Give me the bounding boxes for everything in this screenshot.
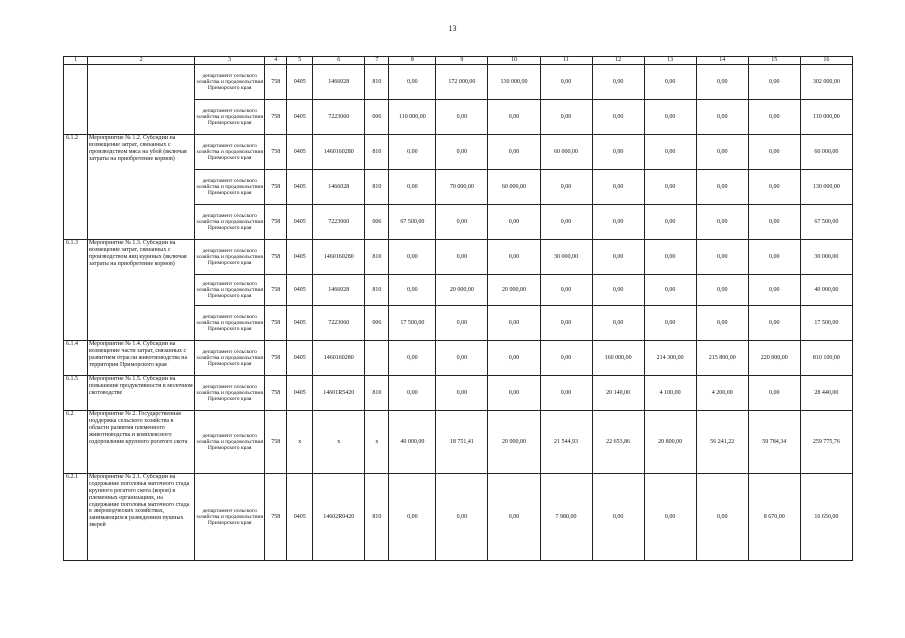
measure-description: Мероприятие № 1.5. Субсидии на повышение продуктивности в молочном скотоводстве <box>88 376 195 411</box>
value-cell: 30 000,00 <box>540 240 592 275</box>
table-row <box>64 240 853 275</box>
value-cell: 0,00 <box>389 275 436 306</box>
value-cell: 1466028 <box>313 65 365 100</box>
value-cell: 59 784,34 <box>748 411 800 474</box>
value-cell: 0,00 <box>696 170 748 205</box>
value-cell: 0,00 <box>696 474 748 561</box>
value-cell: 006 <box>365 100 389 135</box>
value-cell: 0,00 <box>592 135 644 170</box>
row-index <box>64 65 88 135</box>
value-cell: 215 800,00 <box>696 341 748 376</box>
value-cell: 28 440,00 <box>800 376 852 411</box>
value-cell: 0405 <box>287 205 313 240</box>
value-cell: 0,00 <box>644 306 696 341</box>
value-cell <box>365 341 389 376</box>
value-cell: 1466028 <box>313 170 365 205</box>
value-cell: 0,00 <box>592 240 644 275</box>
value-cell: 1466028 <box>313 275 365 306</box>
value-cell: 60 000,00 <box>540 135 592 170</box>
department-cell: департамент сельского хозяйства и продовольствия Приморского края <box>195 170 265 205</box>
value-cell: 0,00 <box>592 205 644 240</box>
value-cell: 20 000,00 <box>436 275 488 306</box>
value-cell: 1460160280 <box>313 341 365 376</box>
value-cell: 0,00 <box>436 205 488 240</box>
value-cell: 7223060 <box>313 306 365 341</box>
value-cell: 0,00 <box>696 306 748 341</box>
value-cell: 0,00 <box>488 341 540 376</box>
value-cell: 0,00 <box>644 65 696 100</box>
value-cell: 0405 <box>287 135 313 170</box>
table-row <box>64 65 853 100</box>
column-header: 8 <box>389 57 436 65</box>
value-cell: 14602R0420 <box>313 474 365 561</box>
value-cell: 810 <box>365 170 389 205</box>
value-cell: x <box>313 411 365 474</box>
row-index: 6.1.5 <box>64 376 88 411</box>
value-cell: 0,00 <box>436 376 488 411</box>
value-cell: 30 000,00 <box>800 240 852 275</box>
column-header: 9 <box>436 57 488 65</box>
department-cell: департамент сельского хозяйства и продовольствия Приморского края <box>195 474 265 561</box>
value-cell: 758 <box>265 474 287 561</box>
value-cell: 0405 <box>287 100 313 135</box>
department-cell: департамент сельского хозяйства и продовольствия Приморского края <box>195 100 265 135</box>
value-cell: 0,00 <box>488 100 540 135</box>
value-cell: 0,00 <box>436 341 488 376</box>
value-cell: 0,00 <box>389 341 436 376</box>
value-cell: 172 000,00 <box>436 65 488 100</box>
value-cell: 758 <box>265 376 287 411</box>
value-cell: 17 500,00 <box>389 306 436 341</box>
table-row <box>64 135 853 170</box>
value-cell: 18 751,41 <box>436 411 488 474</box>
value-cell: 0405 <box>287 306 313 341</box>
department-cell: департамент сельского хозяйства и продовольствия Приморского края <box>195 411 265 474</box>
value-cell: x <box>365 411 389 474</box>
value-cell: 0,00 <box>748 100 800 135</box>
measure-description: Мероприятие № 2.1. Субсидии на содержание поголовья маточного стада крупного рогатого скота (коров) в племенных организациях, на содержание поголовья маточного стада в звероводческих хозяйствах, занимающихся разведением пушных зверей <box>88 474 195 561</box>
value-cell: 0,00 <box>644 135 696 170</box>
page-number: 13 <box>448 24 457 33</box>
measure-description <box>88 65 195 135</box>
value-cell: 810 100,00 <box>800 341 852 376</box>
value-cell: 0,00 <box>748 240 800 275</box>
value-cell: 0,00 <box>389 240 436 275</box>
value-cell: 0,00 <box>644 100 696 135</box>
column-header: 1 <box>64 57 88 65</box>
value-cell: 758 <box>265 135 287 170</box>
value-cell: 20 140,00 <box>592 376 644 411</box>
value-cell: 758 <box>265 65 287 100</box>
value-cell: 67 500,00 <box>389 205 436 240</box>
department-cell: департамент сельского хозяйства и продовольствия Приморского края <box>195 275 265 306</box>
value-cell: 160 000,00 <box>592 341 644 376</box>
value-cell: 810 <box>365 135 389 170</box>
value-cell: 758 <box>265 240 287 275</box>
value-cell: 0,00 <box>540 65 592 100</box>
column-header: 13 <box>644 57 696 65</box>
column-header: 6 <box>313 57 365 65</box>
measure-description: Мероприятие № 1.3. Субсидии на возмещение затрат, связанных с производством яиц куриных (включая затраты на приобретение кормов) <box>88 240 195 341</box>
table-row <box>64 341 853 376</box>
column-header: 4 <box>265 57 287 65</box>
department-cell: департамент сельского хозяйства и продовольствия Приморского края <box>195 376 265 411</box>
value-cell: 67 500,00 <box>800 205 852 240</box>
value-cell: 0,00 <box>644 240 696 275</box>
value-cell: 0,00 <box>748 170 800 205</box>
value-cell: 60 000,00 <box>488 170 540 205</box>
value-cell: 0,00 <box>592 306 644 341</box>
value-cell: 0,00 <box>389 65 436 100</box>
value-cell: 60 000,00 <box>800 135 852 170</box>
table-row <box>64 411 853 474</box>
value-cell: 758 <box>265 205 287 240</box>
value-cell: 20 000,00 <box>488 411 540 474</box>
value-cell: 758 <box>265 100 287 135</box>
value-cell: 758 <box>265 170 287 205</box>
value-cell: 4 100,00 <box>644 376 696 411</box>
value-cell: 0,00 <box>748 65 800 100</box>
value-cell: 0,00 <box>696 135 748 170</box>
value-cell: 40 000,00 <box>389 411 436 474</box>
column-header: 5 <box>287 57 313 65</box>
value-cell: 220 000,00 <box>748 341 800 376</box>
value-cell: 0,00 <box>644 474 696 561</box>
value-cell: 70 000,00 <box>436 170 488 205</box>
value-cell: 0,00 <box>592 170 644 205</box>
budget-table <box>63 56 853 561</box>
measure-description: Мероприятие № 1.2. Субсидии на возмещение затрат, связанных с производством мяса на убой (включая затраты на приобретение кормов) <box>88 135 195 240</box>
value-cell: 4 200,00 <box>696 376 748 411</box>
value-cell: 0,00 <box>436 135 488 170</box>
row-index: 6.2.1 <box>64 474 88 561</box>
value-cell: 006 <box>365 205 389 240</box>
value-cell: 0,00 <box>488 376 540 411</box>
value-cell: 0,00 <box>696 240 748 275</box>
value-cell: 0,00 <box>696 205 748 240</box>
value-cell: 810 <box>365 376 389 411</box>
value-cell: 0,00 <box>748 205 800 240</box>
column-header: 15 <box>748 57 800 65</box>
value-cell: 17 500,00 <box>800 306 852 341</box>
value-cell: 0,00 <box>488 135 540 170</box>
column-header: 16 <box>800 57 852 65</box>
value-cell: 0,00 <box>696 275 748 306</box>
value-cell: 110 000,00 <box>800 100 852 135</box>
value-cell: 259 775,76 <box>800 411 852 474</box>
value-cell: 0,00 <box>540 205 592 240</box>
value-cell: 0,00 <box>540 341 592 376</box>
value-cell: 0,00 <box>436 100 488 135</box>
value-cell: 7 980,00 <box>540 474 592 561</box>
value-cell: 0,00 <box>389 135 436 170</box>
value-cell: 758 <box>265 411 287 474</box>
value-cell: 0,00 <box>436 306 488 341</box>
value-cell: 0405 <box>287 275 313 306</box>
value-cell: 0,00 <box>488 306 540 341</box>
value-cell: 7223060 <box>313 205 365 240</box>
value-cell: 0,00 <box>592 65 644 100</box>
value-cell: 810 <box>365 275 389 306</box>
value-cell: 40 000,00 <box>800 275 852 306</box>
value-cell: 0,00 <box>389 170 436 205</box>
column-header: 3 <box>195 57 265 65</box>
department-cell: департамент сельского хозяйства и продовольствия Приморского края <box>195 135 265 170</box>
value-cell: 0,00 <box>540 275 592 306</box>
value-cell: 0405 <box>287 474 313 561</box>
value-cell: 21 544,93 <box>540 411 592 474</box>
value-cell: 0,00 <box>540 376 592 411</box>
value-cell: 214 300,00 <box>644 341 696 376</box>
table-body <box>64 65 853 561</box>
value-cell: 0,00 <box>540 100 592 135</box>
row-index: 6.1.2 <box>64 135 88 240</box>
department-cell: департамент сельского хозяйства и продовольствия Приморского края <box>195 341 265 376</box>
value-cell: 0405 <box>287 65 313 100</box>
value-cell: 0,00 <box>748 135 800 170</box>
measure-description: Мероприятие № 1.4. Субсидии на возмещение части затрат, связанных с развитием отрасли животноводства на территории Приморского края <box>88 341 195 376</box>
value-cell: 22 653,86 <box>592 411 644 474</box>
row-index: 6.1.3 <box>64 240 88 341</box>
value-cell: 0,00 <box>488 240 540 275</box>
value-cell: 0,00 <box>644 170 696 205</box>
value-cell: 810 <box>365 474 389 561</box>
value-cell: 0,00 <box>389 376 436 411</box>
value-cell: 0405 <box>287 240 313 275</box>
column-header: 7 <box>365 57 389 65</box>
value-cell: 0,00 <box>748 376 800 411</box>
value-cell: 0,00 <box>592 474 644 561</box>
value-cell: 0,00 <box>592 100 644 135</box>
column-header: 11 <box>540 57 592 65</box>
value-cell: 110 000,00 <box>389 100 436 135</box>
measure-description: Мероприятие № 2. Государственная поддержка сельского хозяйства в области развития племенного животноводства и комплексного оздоровления крупного рогатого скота <box>88 411 195 474</box>
value-cell: 758 <box>265 275 287 306</box>
value-cell: 0,00 <box>540 170 592 205</box>
value-cell: 758 <box>265 341 287 376</box>
department-cell: департамент сельского хозяйства и продовольствия Приморского края <box>195 65 265 100</box>
value-cell: 006 <box>365 306 389 341</box>
table-row <box>64 474 853 561</box>
value-cell: 0,00 <box>696 100 748 135</box>
value-cell: 8 670,00 <box>748 474 800 561</box>
table-row <box>64 376 853 411</box>
value-cell: 0,00 <box>436 474 488 561</box>
column-header: 12 <box>592 57 644 65</box>
department-cell: департамент сельского хозяйства и продовольствия Приморского края <box>195 205 265 240</box>
value-cell: 14601R5420 <box>313 376 365 411</box>
column-header: 10 <box>488 57 540 65</box>
value-cell: 0,00 <box>644 205 696 240</box>
department-cell: департамент сельского хозяйства и продовольствия Приморского края <box>195 240 265 275</box>
value-cell: 0,00 <box>488 474 540 561</box>
value-cell: 0405 <box>287 341 313 376</box>
value-cell: 0,00 <box>592 275 644 306</box>
value-cell: 7223060 <box>313 100 365 135</box>
value-cell: 0405 <box>287 376 313 411</box>
value-cell: 20 800,00 <box>644 411 696 474</box>
value-cell: 0,00 <box>748 275 800 306</box>
value-cell: 130 000,00 <box>800 170 852 205</box>
value-cell: x <box>287 411 313 474</box>
row-index: 6.1.4 <box>64 341 88 376</box>
value-cell: 1460160280 <box>313 240 365 275</box>
row-index: 6.2 <box>64 411 88 474</box>
value-cell: 302 000,00 <box>800 65 852 100</box>
value-cell: 56 241,22 <box>696 411 748 474</box>
value-cell: 0,00 <box>436 240 488 275</box>
value-cell: 0,00 <box>389 474 436 561</box>
value-cell: 0,00 <box>488 205 540 240</box>
value-cell: 0405 <box>287 170 313 205</box>
value-cell: 758 <box>265 306 287 341</box>
value-cell: 130 000,00 <box>488 65 540 100</box>
value-cell: 20 000,00 <box>488 275 540 306</box>
value-cell: 810 <box>365 65 389 100</box>
table-header <box>64 57 853 65</box>
value-cell: 0,00 <box>644 275 696 306</box>
value-cell: 0,00 <box>748 306 800 341</box>
column-header: 14 <box>696 57 748 65</box>
value-cell: 16 650,00 <box>800 474 852 561</box>
column-header: 2 <box>88 57 195 65</box>
value-cell: 810 <box>365 240 389 275</box>
value-cell: 1460160280 <box>313 135 365 170</box>
value-cell: 0,00 <box>540 306 592 341</box>
department-cell: департамент сельского хозяйства и продовольствия Приморского края <box>195 306 265 341</box>
value-cell: 0,00 <box>696 65 748 100</box>
